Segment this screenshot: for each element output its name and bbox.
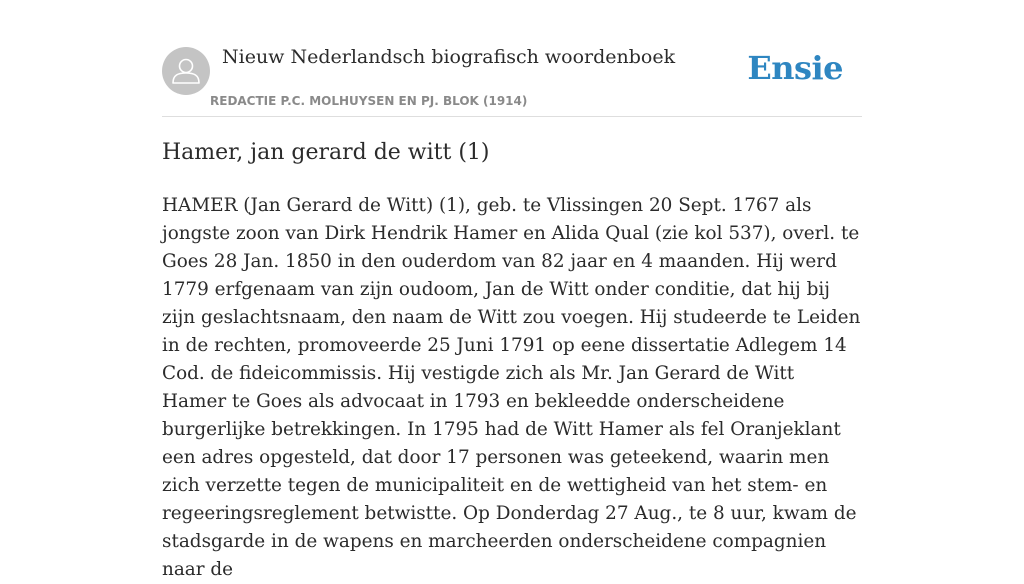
page [162, 0, 862, 580]
header [162, 0, 862, 117]
brand-logo[interactable]: Ensie [747, 49, 843, 87]
user-icon [162, 47, 210, 95]
book-editors: REDACTIE P.C. MOLHUYSEN EN PJ. BLOK (1914) [210, 94, 528, 108]
entry-body: HAMER (Jan Gerard de Witt) (1), geb. te Vlissingen 20 Sept. 1767 als jongste zoon van Dirk Hendrik Hamer en Alida Qual (zie kol 537), overl. te Goes 28 Jan. 1850 in den ouderdom van 82 jaar en 4 maanden. Hij werd 1779 erfgenaam van zijn oudoom, Jan de Witt onder conditie, dat hij bij zijn geslachtsnaam, den naam de Witt zou voegen. Hij studeerde te Leiden in de rechten, promoveerde 25 Juni 1791 op eene dissertatie Adlegem 14 Cod. de fideicommissis. Hij vestigde zich als Mr. Jan Gerard de Witt Hamer te Goes als advocaat in 1793 en bekleedde onderscheidene burgerlijke betrekkingen. In 1795 had de Witt Hamer als fel Oranjeklant een adres opgesteld, dat door 17 personen was geteekend, waarin men zich verzette tegen de municipaliteit en de wettigheid van het stem- en regeeringsreglement betwistte. Op Donderdag 27 Aug., te 8 uur, kwam de stadsgarde in de wapens en marcheerden onderscheidene compagnien naar de [162, 195, 861, 580]
book-title[interactable]: Nieuw Nederlandsch biografisch woordenboek [222, 46, 676, 68]
author-avatar[interactable] [162, 47, 210, 95]
entry-title: Hamer, jan gerard de witt (1) [162, 140, 490, 165]
